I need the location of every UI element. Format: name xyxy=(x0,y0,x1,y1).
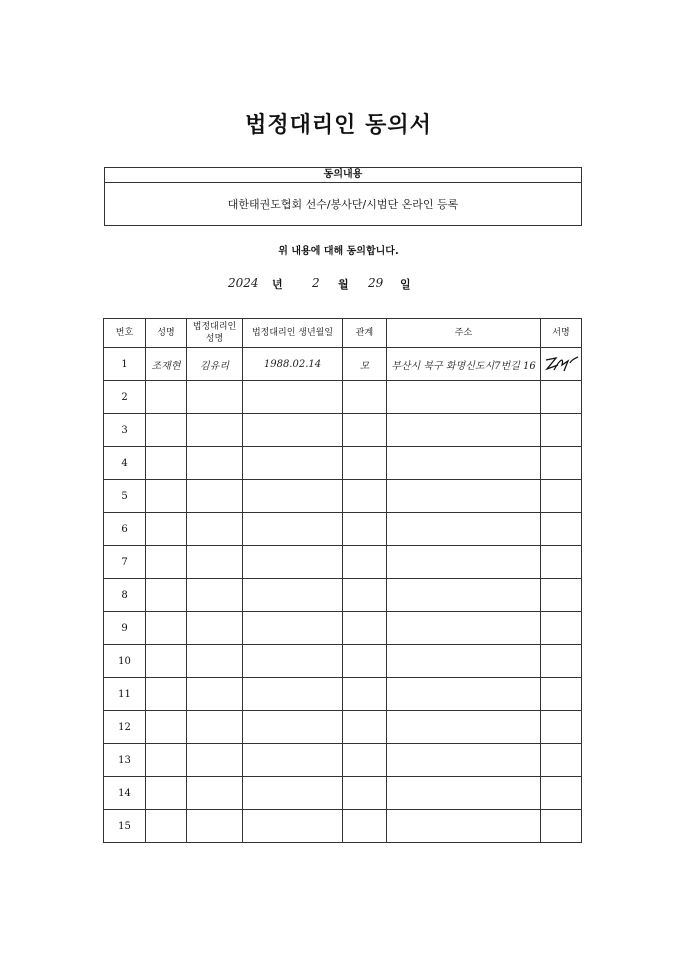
table-row xyxy=(104,546,582,579)
cell-signature xyxy=(541,777,582,810)
table-row xyxy=(104,414,582,447)
cell-guardian-name xyxy=(187,381,243,414)
table-row xyxy=(104,447,582,480)
col-header-name: 성명 xyxy=(146,319,187,348)
table-row xyxy=(104,513,582,546)
row-number: 4 xyxy=(104,447,146,480)
row-number: 1 xyxy=(104,348,146,381)
date-month-label: 월 xyxy=(338,278,349,291)
cell-name xyxy=(146,414,187,447)
consent-content-box xyxy=(104,167,582,226)
table-row xyxy=(104,579,582,612)
cell-relation xyxy=(343,447,387,480)
guardian-table xyxy=(103,318,582,843)
cell-address xyxy=(387,513,541,546)
row-number: 2 xyxy=(104,381,146,414)
cell-relation xyxy=(343,612,387,645)
cell-guardian-birth xyxy=(243,645,343,678)
cell-name: 조재현 xyxy=(146,348,187,381)
cell-relation xyxy=(343,810,387,843)
cell-guardian-name xyxy=(187,414,243,447)
cell-guardian-birth xyxy=(243,546,343,579)
cell-name xyxy=(146,777,187,810)
col-header-no: 번호 xyxy=(104,319,146,348)
row-number: 5 xyxy=(104,480,146,513)
cell-address xyxy=(387,579,541,612)
cell-relation xyxy=(343,744,387,777)
table-row xyxy=(104,777,582,810)
cell-signature xyxy=(541,744,582,777)
cell-signature xyxy=(541,447,582,480)
row-number: 15 xyxy=(104,810,146,843)
consent-header: 동의내용 xyxy=(105,168,581,183)
cell-guardian-name xyxy=(187,645,243,678)
cell-address xyxy=(387,546,541,579)
row-number: 12 xyxy=(104,711,146,744)
row-number: 8 xyxy=(104,579,146,612)
cell-guardian-birth xyxy=(243,678,343,711)
cell-signature xyxy=(541,612,582,645)
col-header-guardian-name: 법정대리인 성명 xyxy=(187,319,243,348)
cell-guardian-birth xyxy=(243,513,343,546)
cell-guardian-name xyxy=(187,678,243,711)
row-number: 13 xyxy=(104,744,146,777)
cell-address xyxy=(387,744,541,777)
cell-guardian-birth xyxy=(243,579,343,612)
date-month: 2 xyxy=(312,276,320,290)
cell-name xyxy=(146,678,187,711)
cell-name xyxy=(146,480,187,513)
cell-guardian-birth xyxy=(243,810,343,843)
cell-guardian-name: 김유리 xyxy=(187,348,243,381)
cell-guardian-name xyxy=(187,447,243,480)
cell-guardian-name xyxy=(187,810,243,843)
cell-name xyxy=(146,711,187,744)
table-row xyxy=(104,348,582,381)
cell-address xyxy=(387,381,541,414)
cell-name xyxy=(146,381,187,414)
cell-guardian-name xyxy=(187,546,243,579)
cell-signature xyxy=(541,513,582,546)
cell-signature xyxy=(541,810,582,843)
cell-signature xyxy=(541,579,582,612)
cell-relation xyxy=(343,513,387,546)
cell-guardian-name xyxy=(187,612,243,645)
table-row xyxy=(104,810,582,843)
table-row xyxy=(104,744,582,777)
col-header-guardian-birth: 법정대리인 생년월일 xyxy=(243,319,343,348)
cell-guardian-name xyxy=(187,579,243,612)
cell-signature xyxy=(541,546,582,579)
cell-name xyxy=(146,447,187,480)
table-row xyxy=(104,480,582,513)
table-row xyxy=(104,711,582,744)
row-number: 11 xyxy=(104,678,146,711)
cell-relation xyxy=(343,579,387,612)
cell-address xyxy=(387,777,541,810)
date-year-label: 년 xyxy=(272,278,283,291)
cell-guardian-birth xyxy=(243,480,343,513)
cell-address xyxy=(387,678,541,711)
cell-guardian-name xyxy=(187,744,243,777)
cell-address xyxy=(387,711,541,744)
cell-address xyxy=(387,810,541,843)
cell-name xyxy=(146,579,187,612)
cell-guardian-birth xyxy=(243,381,343,414)
cell-name xyxy=(146,546,187,579)
consent-content: 대한태권도협회 선수/봉사단/시범단 온라인 등록 xyxy=(227,198,459,211)
cell-relation xyxy=(343,414,387,447)
cell-signature xyxy=(541,414,582,447)
row-number: 7 xyxy=(104,546,146,579)
cell-relation xyxy=(343,711,387,744)
table-row xyxy=(104,612,582,645)
date-day-label: 일 xyxy=(400,278,411,291)
table-row xyxy=(104,678,582,711)
cell-signature xyxy=(541,348,582,381)
cell-guardian-birth xyxy=(243,744,343,777)
cell-name xyxy=(146,810,187,843)
cell-signature xyxy=(541,711,582,744)
cell-guardian-birth xyxy=(243,777,343,810)
row-number: 6 xyxy=(104,513,146,546)
cell-guardian-name xyxy=(187,711,243,744)
cell-guardian-name xyxy=(187,513,243,546)
cell-guardian-birth xyxy=(243,414,343,447)
cell-guardian-birth xyxy=(243,447,343,480)
cell-relation xyxy=(343,546,387,579)
col-header-relation: 관계 xyxy=(343,319,387,348)
table-row xyxy=(104,381,582,414)
col-header-signature: 서명 xyxy=(541,319,582,348)
cell-relation xyxy=(343,381,387,414)
date-day: 29 xyxy=(368,276,384,290)
table-row xyxy=(104,645,582,678)
cell-guardian-name xyxy=(187,777,243,810)
handwritten-signature xyxy=(542,353,580,375)
agree-statement: 위 내용에 대해 동의합니다. xyxy=(278,246,399,257)
date-row xyxy=(0,276,677,296)
row-number: 14 xyxy=(104,777,146,810)
cell-relation xyxy=(343,645,387,678)
cell-guardian-birth: 1988.02.14 xyxy=(243,348,343,381)
cell-relation xyxy=(343,678,387,711)
cell-address xyxy=(387,480,541,513)
cell-address xyxy=(387,645,541,678)
cell-signature xyxy=(541,678,582,711)
cell-relation xyxy=(343,777,387,810)
table-header-row xyxy=(104,319,582,348)
cell-signature xyxy=(541,645,582,678)
cell-address xyxy=(387,447,541,480)
col-header-address: 주소 xyxy=(387,319,541,348)
date-year: 2024 xyxy=(228,276,259,290)
row-number: 9 xyxy=(104,612,146,645)
cell-address: 부산시 북구 화명신도시7번길 16 xyxy=(387,348,541,381)
cell-name xyxy=(146,744,187,777)
cell-relation: 모 xyxy=(343,348,387,381)
cell-name xyxy=(146,513,187,546)
cell-address xyxy=(387,414,541,447)
document-title: 법정대리인 동의서 xyxy=(245,113,432,138)
cell-name xyxy=(146,612,187,645)
cell-address xyxy=(387,612,541,645)
cell-relation xyxy=(343,480,387,513)
cell-guardian-birth xyxy=(243,711,343,744)
cell-guardian-name xyxy=(187,480,243,513)
cell-guardian-birth xyxy=(243,612,343,645)
cell-signature xyxy=(541,480,582,513)
cell-signature xyxy=(541,381,582,414)
row-number: 3 xyxy=(104,414,146,447)
row-number: 10 xyxy=(104,645,146,678)
cell-name xyxy=(146,645,187,678)
